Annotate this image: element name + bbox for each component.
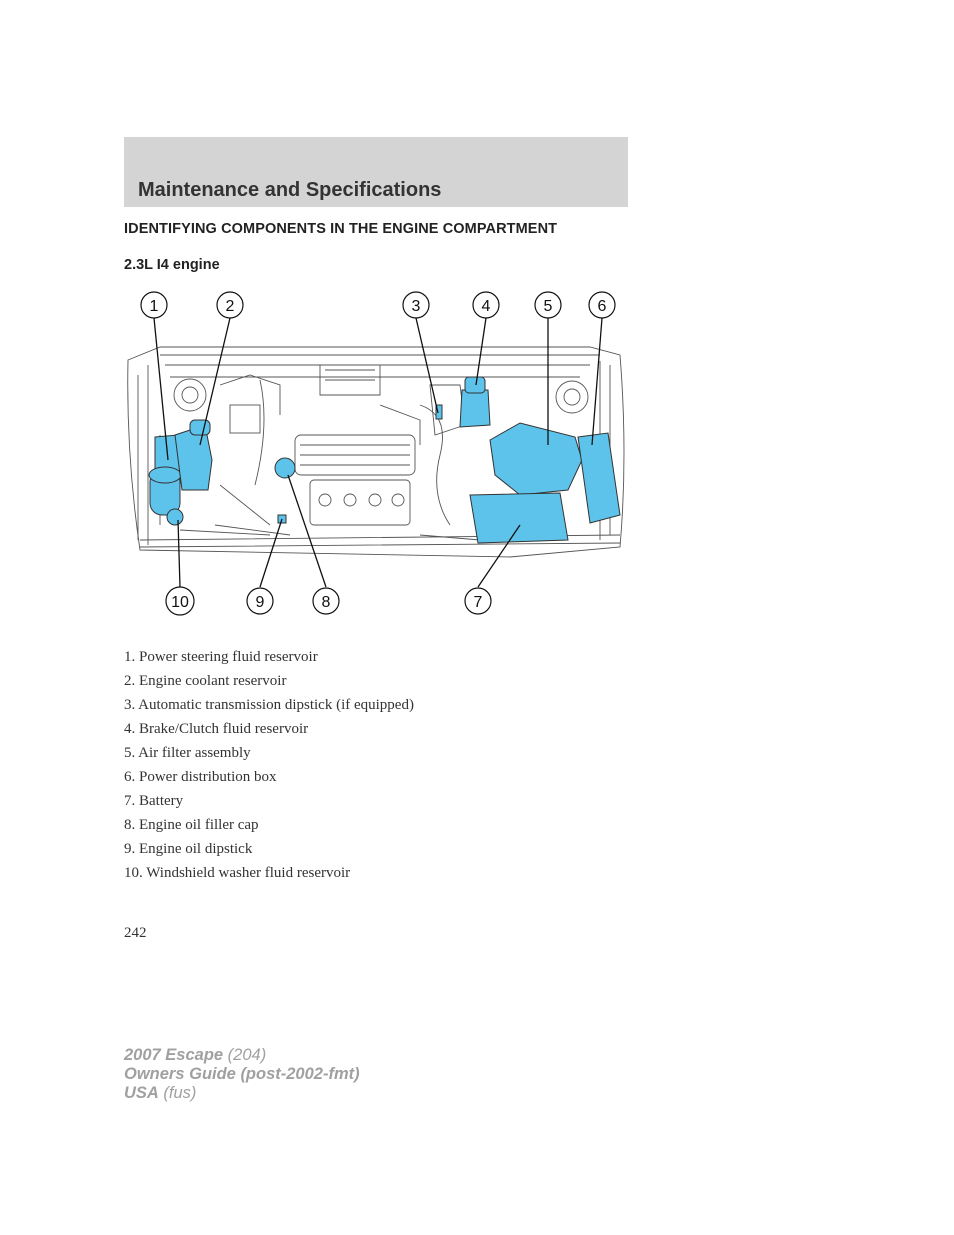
callout-9-label: 9 [255,594,265,611]
highlighted-components [149,377,620,543]
callout-7 [465,588,491,614]
washer-cap-shape [167,509,183,525]
callout-2-label: 2 [225,298,235,315]
footer-market: USA [124,1084,159,1102]
callout-5-label: 5 [543,298,553,315]
footer-line-3 [124,1084,360,1103]
legend-item: 2. Engine coolant reservoir [124,673,287,689]
callout-5 [535,292,561,318]
air-filter-shape [490,423,582,495]
callout-2 [217,292,243,318]
callout-4 [473,292,499,318]
engine-compartment-figure [120,285,634,620]
brake-reservoir-cap [465,377,485,393]
callout-3 [403,292,429,318]
callout-7-label: 7 [473,594,483,611]
footer-line-2 [124,1065,360,1084]
document-footer [124,1046,360,1103]
page-title: Maintenance and Specifications [138,179,442,201]
power-distribution-box-shape [578,433,620,523]
callout-1 [141,292,167,318]
header-band [124,137,628,207]
legend-item: 6. Power distribution box [124,769,277,785]
footer-guide: Owners Guide (post-2002-fmt) [124,1065,360,1083]
callout-1-label: 1 [149,298,159,315]
footer-line-1 [124,1046,360,1065]
footer-model-code: (204) [223,1046,267,1064]
callout-10-label: 10 [171,594,189,611]
page-number: 242 [124,925,147,941]
sub-heading: 2.3L I4 engine [124,257,220,273]
callout-6-label: 6 [597,298,607,315]
callout-3-label: 3 [411,298,421,315]
footer-market-code: (fus) [158,1084,197,1102]
coolant-cap [190,420,210,435]
legend-item: 3. Automatic transmission dipstick (if equipped) [124,697,414,713]
brake-reservoir-body [460,390,490,427]
oil-filler-cap-shape [275,458,295,478]
legend-item: 9. Engine oil dipstick [124,841,253,857]
legend-item: 5. Air filter assembly [124,745,251,761]
component-legend [124,645,414,885]
callout-8 [313,588,339,614]
callout-6 [589,292,615,318]
callout-9 [247,588,273,614]
legend-item: 1. Power steering fluid reservoir [124,649,318,665]
callout-10 [166,587,194,615]
legend-item: 8. Engine oil filler cap [124,817,259,833]
callout-8-label: 8 [321,594,331,611]
washer-reservoir-cap [149,467,181,483]
engine-diagram [120,285,634,620]
section-heading: IDENTIFYING COMPONENTS IN THE ENGINE COMPARTMENT [124,221,558,237]
legend-item: 4. Brake/Clutch fluid reservoir [124,721,309,737]
legend-item: 10. Windshield washer fluid reservoir [124,865,351,881]
callout-4-label: 4 [481,298,491,315]
battery-shape [470,493,568,543]
legend-item: 7. Battery [124,793,184,809]
footer-model: 2007 Escape [124,1046,224,1064]
